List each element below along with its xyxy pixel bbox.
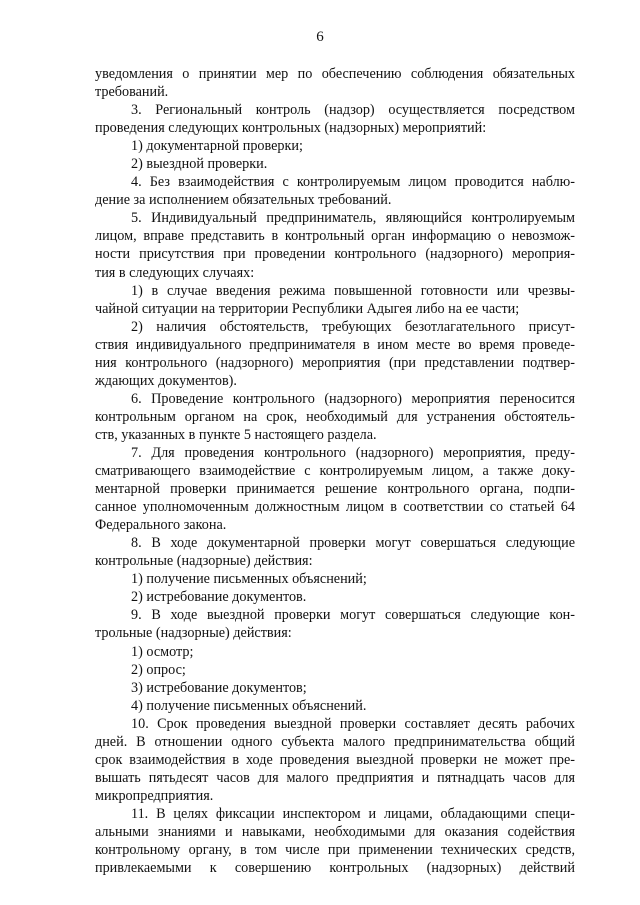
text-line: лицом, вправе представить в контрольный орган информацию о невозмож- <box>95 228 575 245</box>
text-line: чайной ситуации на территории Республики Адыгея либо на ее части; <box>95 300 520 317</box>
text-line: санное уполномоченным должностным лицом в соответствии со статьей 64 <box>95 499 575 516</box>
text-line: 2) истребование документов. <box>131 589 307 606</box>
text-line: 3. Региональный контроль (надзор) осуществляется посредством <box>131 102 575 119</box>
text-line: ния контрольного (надзорного) мероприятия (при представлении подтвер- <box>95 354 575 371</box>
text-line: ждающих документов). <box>95 372 237 389</box>
text-line: 1) осмотр; <box>131 643 194 660</box>
text-line: 4) получение письменных объяснений. <box>131 697 367 714</box>
text-line: 2) наличия обстоятельств, требующих безотлагательного присут- <box>131 318 575 335</box>
text-line: микропредприятия. <box>95 787 214 804</box>
document-body <box>95 65 575 877</box>
text-line: альными знаниями и навыками, необходимыми для оказания содействия <box>95 823 575 840</box>
text-line: сматривающего взаимодействие с контролируемым лицом, а также доку- <box>95 463 575 480</box>
text-line: контрольные (надзорные) действия: <box>95 553 313 570</box>
text-line: контрольным органом на срок, необходимый для устранения обстоятель- <box>95 408 575 425</box>
text-line: 1) в случае введения режима повышенной готовности или чрезвы- <box>131 282 575 299</box>
text-line: 11. В целях фиксации инспектором и лицами, обладающими специ- <box>131 805 575 822</box>
text-line: 9. В ходе выездной проверки могут совершаться следующие кон- <box>131 607 575 624</box>
text-line: ментарной проверки принимается решение контрольного органа, подпи- <box>95 481 575 498</box>
text-line: 3) истребование документов; <box>131 679 307 696</box>
text-line: 2) опрос; <box>131 661 186 678</box>
text-line: срок взаимодействия в ходе проведения выездной проверки не может пре- <box>95 751 575 768</box>
text-line: 10. Срок проведения выездной проверки составляет десять рабочих <box>131 715 575 732</box>
text-line: 5. Индивидуальный предприниматель, являющийся контролируемым <box>131 210 575 227</box>
text-line: дение за исполнением обязательных требований. <box>95 192 392 209</box>
text-line: 2) выездной проверки. <box>131 156 268 173</box>
text-line: ствия индивидуального предпринимателя в ином месте во время проведе- <box>95 336 575 353</box>
text-line: 4. Без взаимодействия с контролируемым лицом проводится наблю- <box>131 174 575 191</box>
text-line: 1) документарной проверки; <box>131 138 303 155</box>
page-number: 6 <box>316 29 324 45</box>
text-line: трольные (надзорные) действия: <box>95 625 292 642</box>
text-line: 8. В ходе документарной проверки могут совершаться следующие <box>131 535 575 552</box>
text-line: ности присутствия при проведении контрольного (надзорного) мероприя- <box>95 246 575 263</box>
text-line: требований. <box>95 84 169 101</box>
text-line: дней. В отношении одного субъекта малого предпринимательства общий <box>95 733 575 750</box>
text-line: вышать пятьдесят часов для малого предприятия и пятнадцать часов для <box>95 769 575 786</box>
text-line: проведения следующих контрольных (надзорных) мероприятий: <box>95 120 487 137</box>
text-line: тия в следующих случаях: <box>95 264 255 281</box>
text-line: 1) получение письменных объяснений; <box>131 571 367 588</box>
text-line: Федерального закона. <box>95 517 227 534</box>
text-line: уведомления о принятии мер по обеспечению соблюдения обязательных <box>95 66 575 82</box>
text-line: ств, указанных в пункте 5 настоящего раздела. <box>95 426 377 443</box>
text-line: контрольному органу, в том числе при применении технических средств, <box>95 842 575 859</box>
text-line: 6. Проведение контрольного (надзорного) мероприятия переносится <box>131 390 575 407</box>
text-line: привлекаемыми к совершению контрольных (надзорных) действий <box>95 860 575 877</box>
text-line: 7. Для проведения контрольного (надзорного) мероприятия, преду- <box>131 444 575 461</box>
